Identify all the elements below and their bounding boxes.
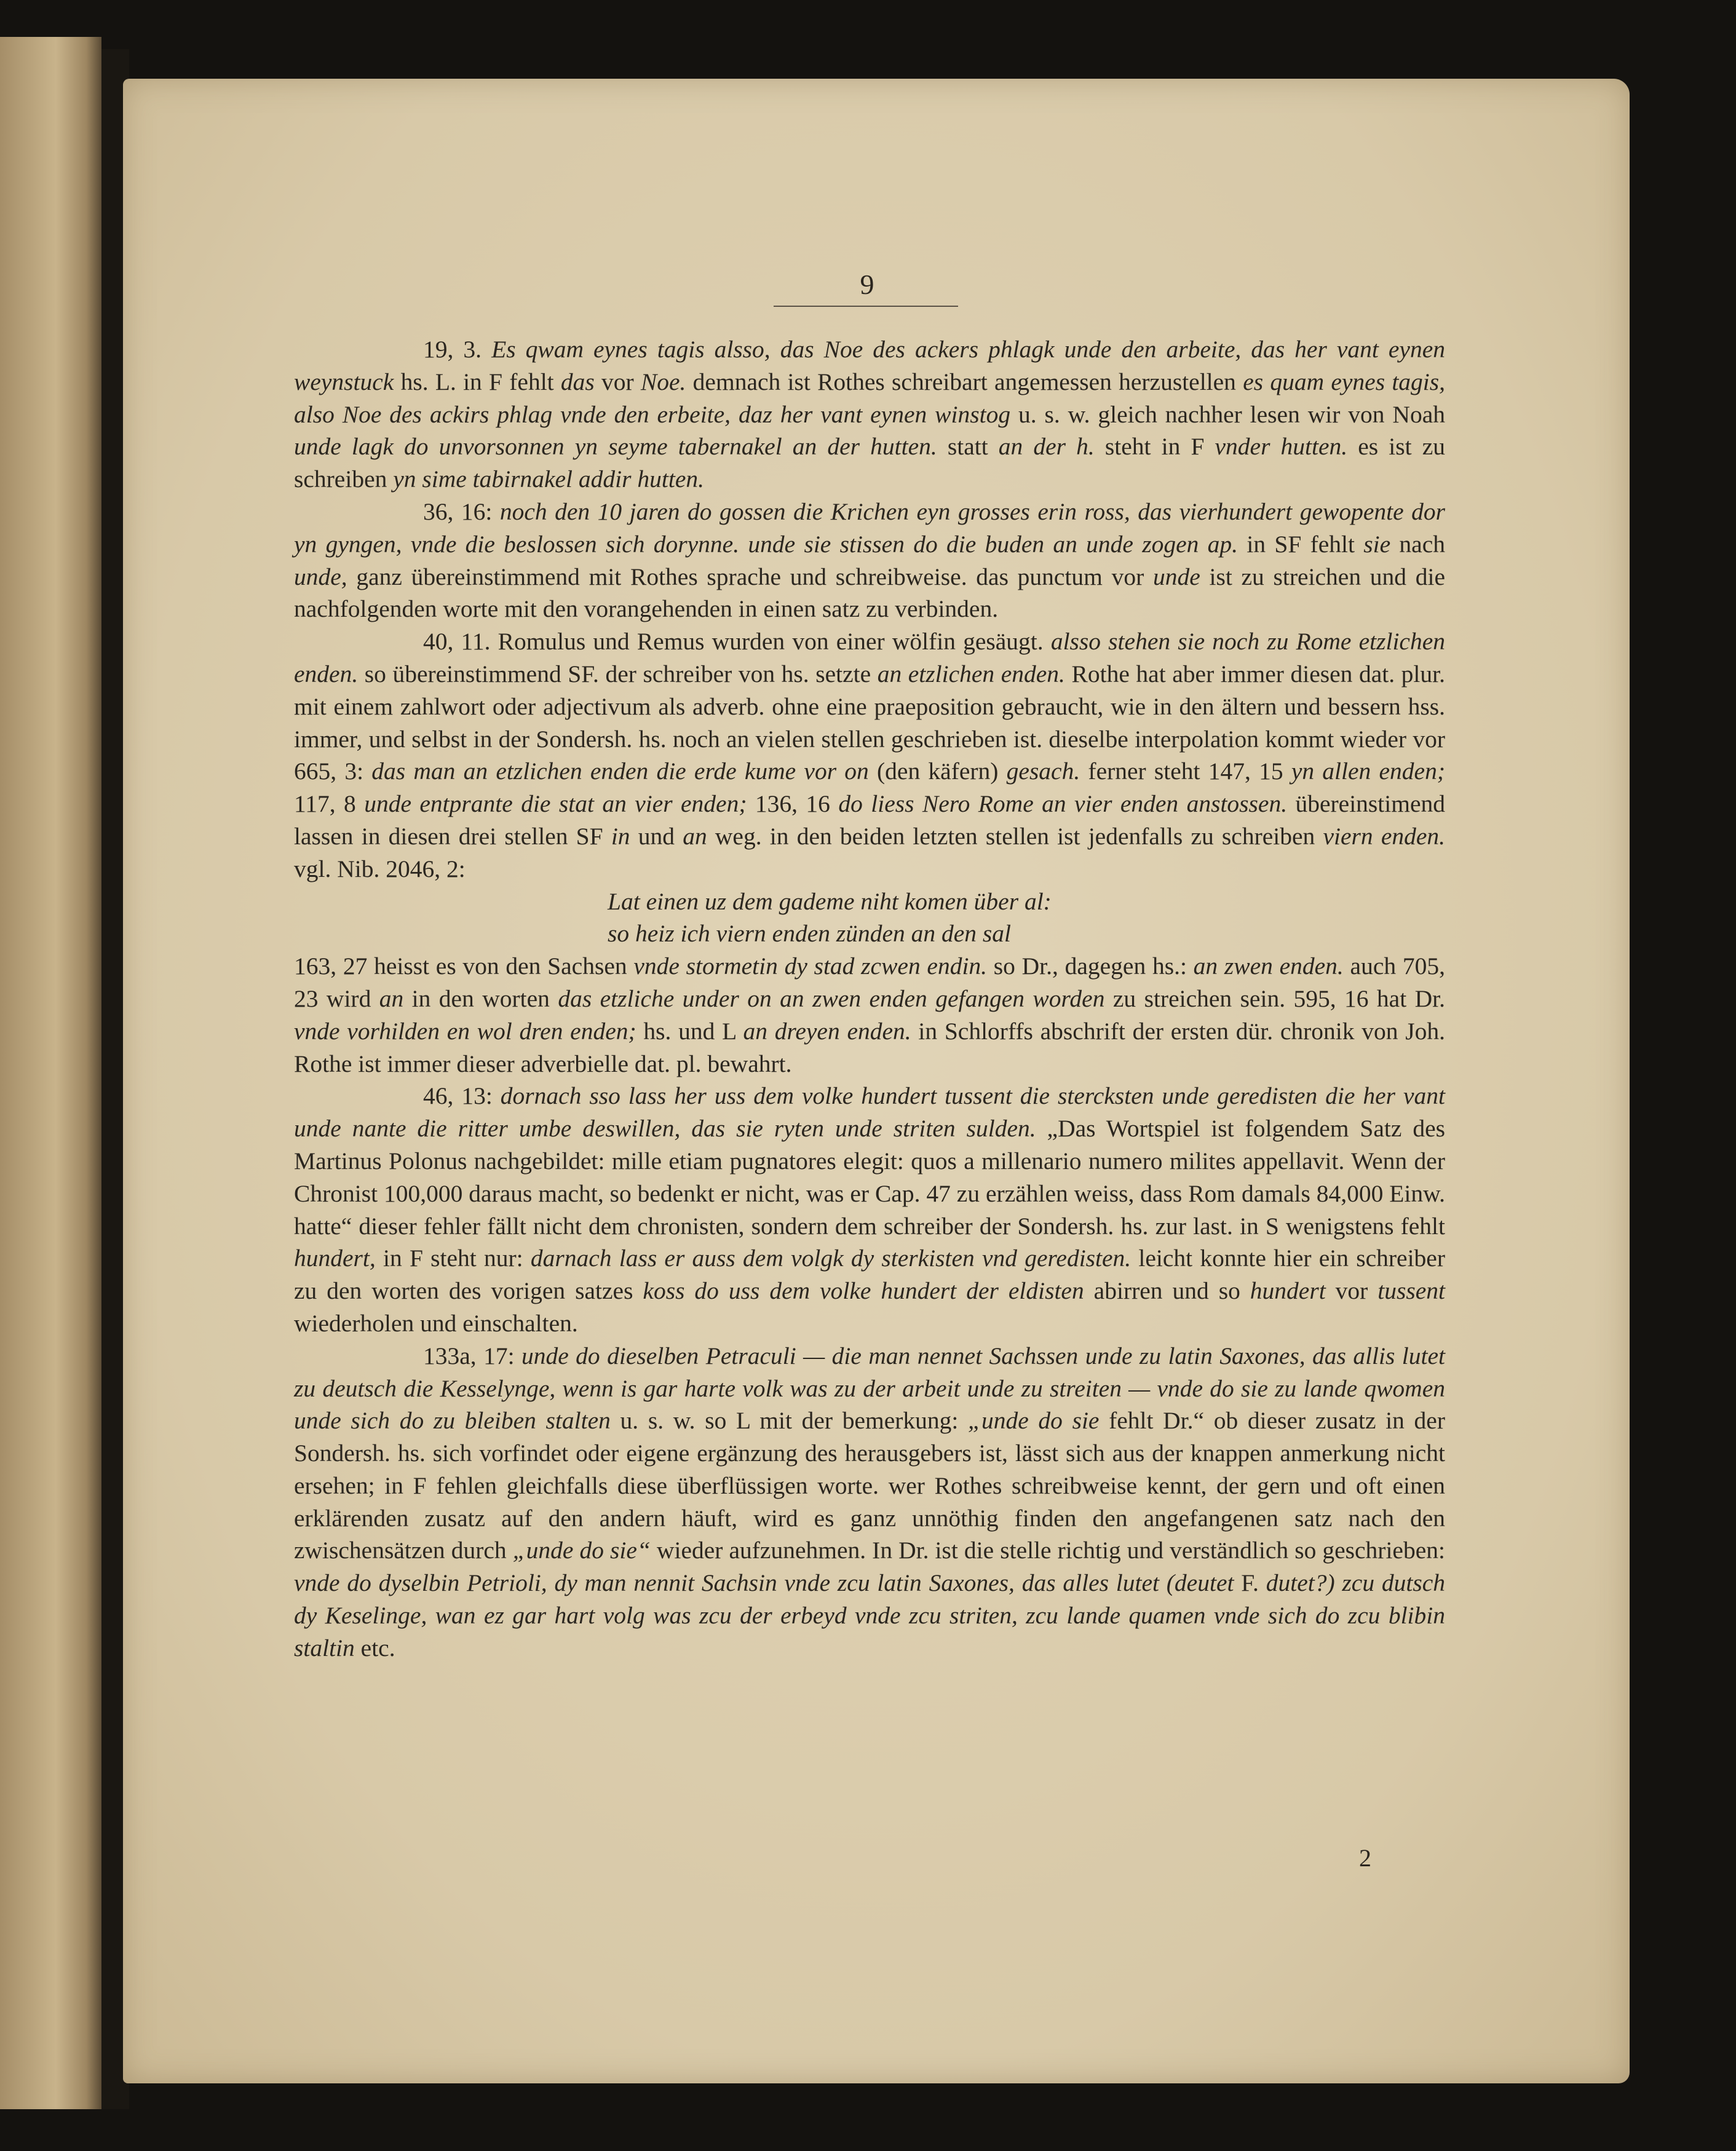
paragraph-continuation: 163, 27 heisst es von den Sachsen vnde stormetin dy stad zcwen endin. so Dr., dagegen hs.: an zwen enden. auch 705, 23 wird an in den worten das etzliche under on an zwen enden gefangen worden zu streichen sein. 595, 16 hat Dr. vnde vorhilden en wol dren enden; hs. und L an dreyen enden. in Schlorffs abschrift der ersten dür. chronik von Joh. Rothe ist immer dieser adverbielle dat. pl. bewahrt. xyxy=(294,953,1445,1077)
signature-mark: 2 xyxy=(1359,1844,1371,1872)
verse-line: Lat einen uz dem gademe niht komen über al: xyxy=(608,887,1052,915)
paragraph: 19, 3. Es qwam eynes tagis alsso, das Noe des ackers phlagk unde den arbeite, das her vant eynen weynstuck hs. L. in F fehlt das vor Noe. demnach ist Rothes schreibart angemessen herzustellen es quam eynes tagis, also Noe des ackirs phlag vnde den erbeite, daz her vant eynen winstog u. s. w. gleich nachher lesen wir von Noah unde lagk do unvorsonnen yn seyme tabernakel an der hutten. statt an der h. steht in F vnder hutten. es ist zu schreiben yn sime tabirnakel addir hutten. xyxy=(294,336,1446,493)
paragraph: 46, 13: dornach sso lass her uss dem volke hundert tussent die stercksten unde geredisten die her vant unde nante die ritter umbe deswillen, das sie ryten unde striten sulden. „Das Wortspiel ist folgendem Satz des Martinus Polonus nachgebildet: mille etiam pugnatores elegit: quos a millenario numero milites appellavit. Wenn der Chronist 100,000 daraus macht, so bedenkt er nicht, was er Cap. 47 zu erzählen weiss, dass Rom damals 84,000 Einw. hatte“ dieser fehler fällt nicht dem chronisten, sondern dem schreiber der Sondersh. hs. zur last. in S wenigstens fehlt hundert, in F steht nur: darnach lass er auss dem volgk dy sterkisten vnd geredisten. leicht konnte hier ein schreiber zu den worten des vorigen satzes koss do uss dem volke hundert der eldisten abirren und so hundert vor tussent wiederholen und einschalten. xyxy=(294,1082,1446,1337)
page-number: 9 xyxy=(860,269,874,300)
header-rule xyxy=(774,306,958,307)
paragraph: 133a, 17: unde do dieselben Petraculi — die man nennet Sachssen unde zu latin Saxones, das allis lutet zu deutsch die Kesselynge, wenn is gar harte volk was zu der arbeit unde zu streiten — vnde do sie zu lande qwomen unde sich do zu bleiben stalten u. s. w. so L mit der bemerkung: „unde do sie fehlt Dr.“ ob dieser zusatz in der Sondersh. hs. sich vorfindet oder eigene ergänzung des herausgebers ist, lässt sich aus der knappen anmerkung nicht ersehen; in F fehlen gleichfalls diese überflüssigen worte. wer Rothes schreibweise kennt, der gern und oft einen erklärenden zusatz auf den andern häuft, wird es ganz unnöthig finden den angefangenen satz nach den zwischensätzen durch „unde do sie“ wieder aufzunehmen. In Dr. ist die stelle richtig und verständlich so geschrieben: vnde do dyselbin Petrioli, dy man nennit Sachsin vnde zcu latin Saxones, das alles lutet (deutet F. dutet?) zcu dutsch dy Keselinge, wan ez gar hart volg was zcu der erbeyd vnde zcu striten, zcu lande quamen vnde sich do zcu blibin staltin etc. xyxy=(294,1342,1445,1662)
paragraph: 40, 11. Romulus und Remus wurden von einer wölfin gesäugt. alsso stehen sie noch zu Rome etzlichen enden. so übereinstimmend SF. der schreiber von hs. setzte an etzlichen enden. Rothe hat aber immer diesen dat. plur. mit einem zahlwort oder adjectivum als adverb. ohne eine praeposition gebraucht, wie in den ältern und bessern hss. immer, und selbst in der Sondersh. hs. noch an vielen stellen geschrieben ist. dieselbe interpolation kommt wieder vor 665, 3: das man an etzlichen enden die erde kume vor on (den käfern) gesach. ferner steht 147, 15 yn allen enden; 117, 8 unde entprante die stat an vier enden; 136, 16 do liess Nero Rome an vier enden anstossen. übereinstimend lassen in diesen drei stellen SF in und an weg. in den beiden letzten stellen ist jedenfalls zu schreiben viern enden. vgl. Nib. 2046, 2: xyxy=(294,628,1446,882)
previous-page-edge xyxy=(0,37,101,2109)
verse-line: so heiz ich viern enden zünden an den sal xyxy=(608,920,1012,948)
paragraph: 36, 16: noch den 10 jaren do gossen die Krichen eyn grosses erin ross, das vierhundert gewopente dor yn gyngen, vnde die beslossen sich dorynne. unde sie stissen do die buden an unde zogen ap. in SF fehlt sie nach unde, ganz übereinstimmend mit Rothes sprache und schreibweise. das punctum vor unde ist zu streichen und die nachfolgenden worte mit den vorangehenden in einen satz zu verbinden. xyxy=(294,497,1445,623)
body-text xyxy=(294,333,1445,1665)
